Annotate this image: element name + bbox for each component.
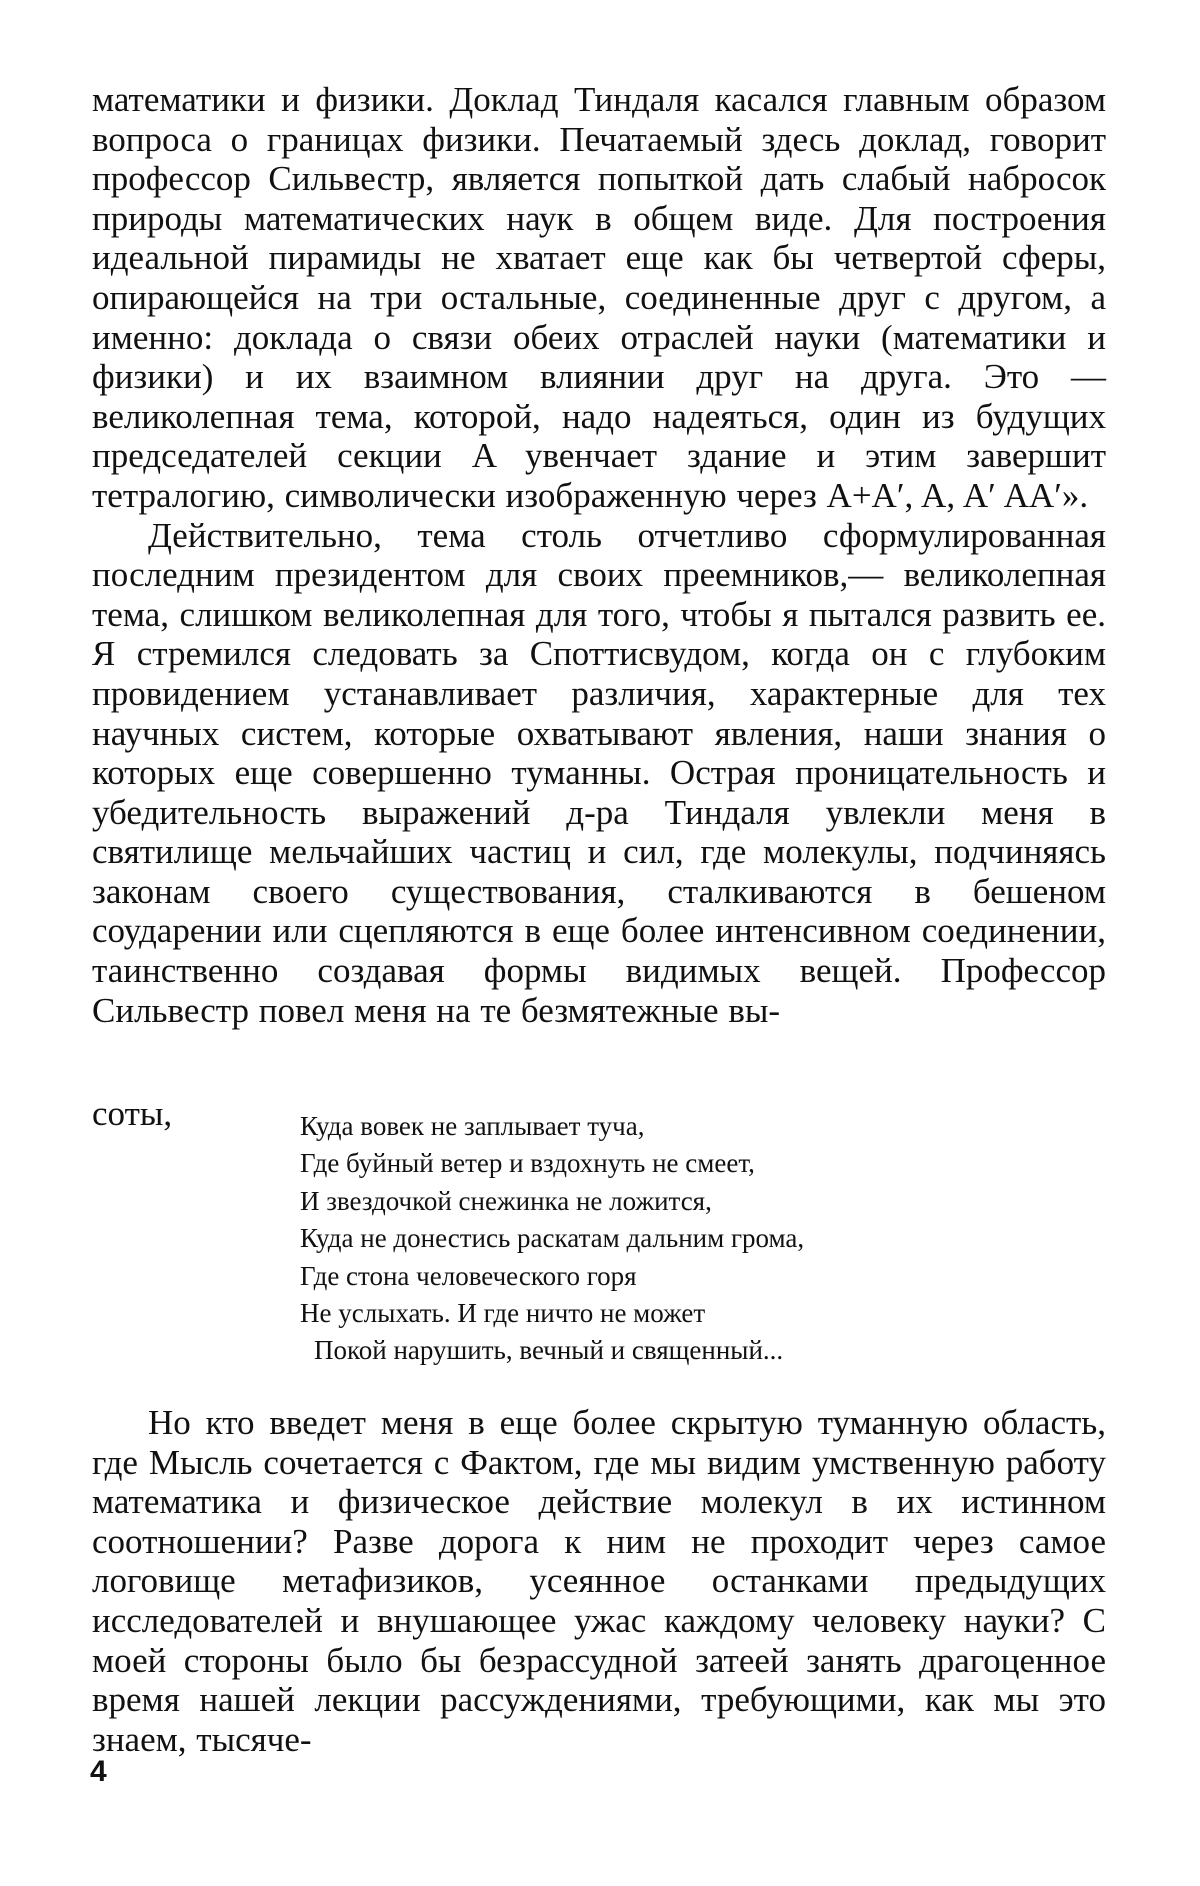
paragraph-2-tail: соты, [92,1094,173,1133]
paragraph-1: математики и физики. Доклад Тиндаля касался главным образом вопроса о границах физики. Печатаемый здесь доклад, говорит профессор Сильвестр, является попыткой дать слабый набросок природы математических наук в общем виде. Для построения идеальной пирамиды не хватает еще как бы четвертой сферы, опирающейся на три остальные, соединенные друг с другом, а именно: доклада о связи обеих отраслей науки (математики и физики) и их взаимном влиянии друг на друга. Это — великолепная тема, которой, надо надеяться, один из будущих председателей секции A увенчает здание и этим завершит тетралогию, символически изображенную через A+A′, A, A′ AA′». [92,80,1106,515]
verse-line: Покой нарушить, вечный и священный... [314,1335,784,1366]
verse-line: Где стона человеческого горя [300,1260,637,1291]
verse-line: Куда вовек не заплывает туча, [300,1111,645,1141]
paragraph-3: Но кто введет меня в еще более скрытую туманную область, где Мысль сочетается с Фактом, где мы видим умственную работу математика и физическое действие молекул в их истинном соотношении? Разве дорога к ним не проходит через самое логовище метафизиков, усеянное останками предыдущих исследователей и внушающее ужас каждому человеку науки? С моей стороны было бы безрассудной затеей занять драгоценное время нашей лекции рассуждениями, требующими, как мы это знаем, тысяче- [92,1403,1106,1759]
verse-line: Куда не донестись раскатам дальним грома, [300,1223,805,1254]
verse-quote [300,1108,1100,1370]
text-block-top [92,80,1106,1030]
verse-line: Не услыхать. И где ничто не может [300,1298,706,1329]
verse-line: Где буйный ветер и вздохнуть не смеет, [300,1148,755,1179]
page-number: 4 [90,1755,107,1788]
verse-line: И звездочкой снежинка не ложится, [300,1185,712,1216]
text-block-bottom [92,1403,1106,1759]
paragraph-2: Действительно, тема столь отчетливо сформулированная последним президентом для своих преемников,— великолепная тема, слишком великолепная для того, чтобы я пытался развить ее. Я стремился следовать за Споттисвудом, когда он с глубоким провидением устанавливает различия, характерные для тех научных систем, которые охватывают явления, наши знания о которых еще совершенно туманны. Острая проницательность и убедительность выражений д-ра Тиндаля увлекли меня в святилище мельчайших частиц и сил, где молекулы, подчиняясь законам своего существования, сталкиваются в бешеном соударении или сцепляются в еще более интенсивном соединении, таинственно создавая формы видимых вещей. Профессор Сильвестр повел меня на те безмятежные вы- [92,515,1106,1030]
